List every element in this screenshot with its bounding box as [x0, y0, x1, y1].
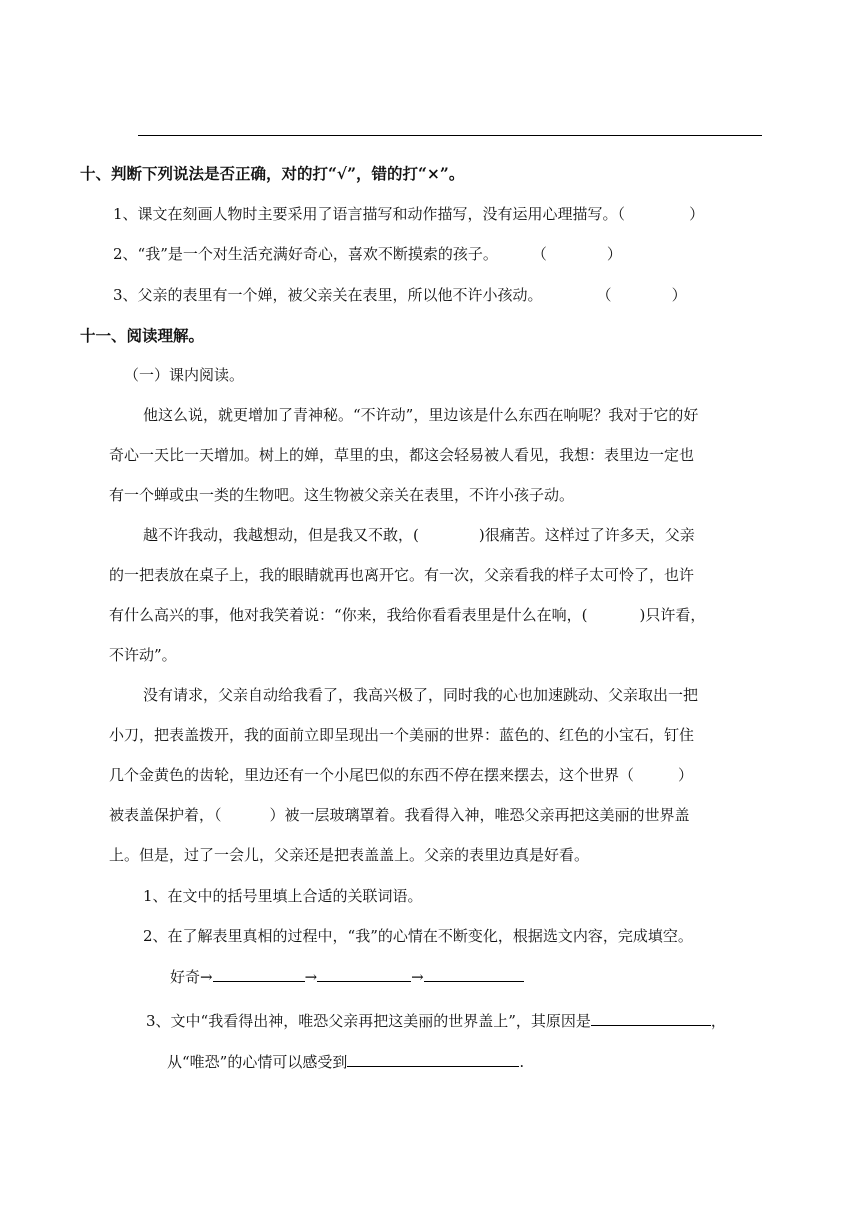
sub-heading-in-class-reading: （一）课内阅读。 [124, 366, 245, 384]
q3-blank-2[interactable] [347, 1065, 519, 1067]
judge-item-1-close: ） [689, 205, 705, 223]
judge-item-1-text: 1、课文在刻画人物时主要采用了语言描写和动作描写，没有运用心理描写。（ [113, 205, 626, 223]
passage-line: 不许动”。 [109, 646, 177, 664]
judge-item-3-close: ） [671, 286, 687, 304]
q2-arrow: → [304, 968, 318, 986]
passage-text: ） [678, 766, 694, 784]
header-rule [138, 135, 762, 136]
judge-item-3 [113, 284, 687, 305]
passage-text: ）被一层玻璃罩着。我看得入神，唯恐父亲再把这美丽的世界盖 [269, 806, 690, 824]
passage-line: 他这么说，就更增加了青神秘。“不许动”，里边该是什么东西在响呢？我对于它的好 [143, 406, 699, 424]
question-3 [146, 1010, 726, 1031]
passage-text: 越不许我动，我越想动，但是我又不敢，( [143, 526, 419, 544]
judge-item-3-open: （ [596, 286, 612, 304]
question-2-fill-chain [170, 966, 524, 987]
passage-line [143, 524, 695, 545]
passage-line: 的一把表放在桌子上，我的眼睛就再也离开它。有一次，父亲看我的样子太可怜了，也许 [109, 566, 695, 584]
q2-blank-2[interactable] [317, 980, 411, 982]
passage-line [109, 764, 693, 785]
judge-item-2-open: （ [531, 245, 547, 263]
section-10-heading: 十、判断下列说法是否正确，对的打“√”，错的打“×”。 [80, 164, 465, 183]
passage-text: 被表盖保护着，（ [109, 806, 222, 824]
q3-comma: ， [710, 1012, 726, 1030]
question-1: 1、在文中的括号里填上合适的关联词语。 [143, 887, 423, 905]
judge-item-2-close: ） [606, 245, 622, 263]
passage-line: 上。但是，过了一会儿，父亲还是把表盖盖上。父亲的表里边真是好看。 [109, 846, 590, 864]
judge-item-3-text: 3、父亲的表里有一个婵，被父亲关在表里，所以他不许小孩动。 [113, 286, 543, 304]
question-3-continued [167, 1051, 524, 1072]
q3-end: . [519, 1053, 525, 1071]
q3-blank-1[interactable] [591, 1024, 711, 1026]
passage-line: 没有请求，父亲自动给我看了，我高兴极了，同时我的心也加速跳动、父亲取出一把 [143, 686, 699, 704]
q2-blank-3[interactable] [424, 980, 524, 982]
passage-text: 有什么高兴的事，他对我笑着说：“你来，我给你看看表里是什么在响，( [109, 606, 588, 624]
q2-start-label: 好奇→ [170, 968, 213, 986]
q2-blank-1[interactable] [213, 980, 305, 982]
judge-item-2-text: 2、“我”是一个对生活充满好奇心，喜欢不断摸索的孩子。 [113, 245, 498, 263]
passage-line: 有一个蝉或虫一类的生物吧。这生物被父亲关在表里，不许小孩子动。 [109, 486, 575, 504]
q3-text-a: 3、文中“我看得出神，唯恐父亲再把这美丽的世界盖上”，其原因是 [146, 1012, 591, 1030]
q2-arrow: → [411, 968, 424, 986]
passage-line: 奇心一天比一天增加。树上的婵，草里的虫，都这会轻易被人看见，我想：表里边一定也 [109, 446, 695, 464]
judge-item-2 [113, 243, 622, 264]
judge-item-1 [113, 203, 704, 224]
passage-text: )很痛苦。这样过了许多天，父亲 [478, 526, 695, 544]
passage-text: )只许看， [639, 606, 706, 624]
passage-line [109, 604, 705, 625]
passage-text: 几个金黄色的齿轮，里边还有一个小尾巴似的东西不停在摆来摆去，这个世界（ [109, 766, 635, 784]
q3-text-b: 从“唯恐”的心情可以感受到 [167, 1053, 348, 1071]
section-11-heading: 十一、阅读理解。 [80, 326, 205, 345]
question-2: 2、在了解表里真相的过程中，“我”的心情在不断变化，根据选文内容，完成填空。 [143, 927, 693, 945]
passage-line [109, 804, 690, 825]
passage-line: 小刀，把表盖拨开，我的面前立即呈现出一个美丽的世界：蓝色的、红色的小宝石，钉住 [109, 726, 695, 744]
